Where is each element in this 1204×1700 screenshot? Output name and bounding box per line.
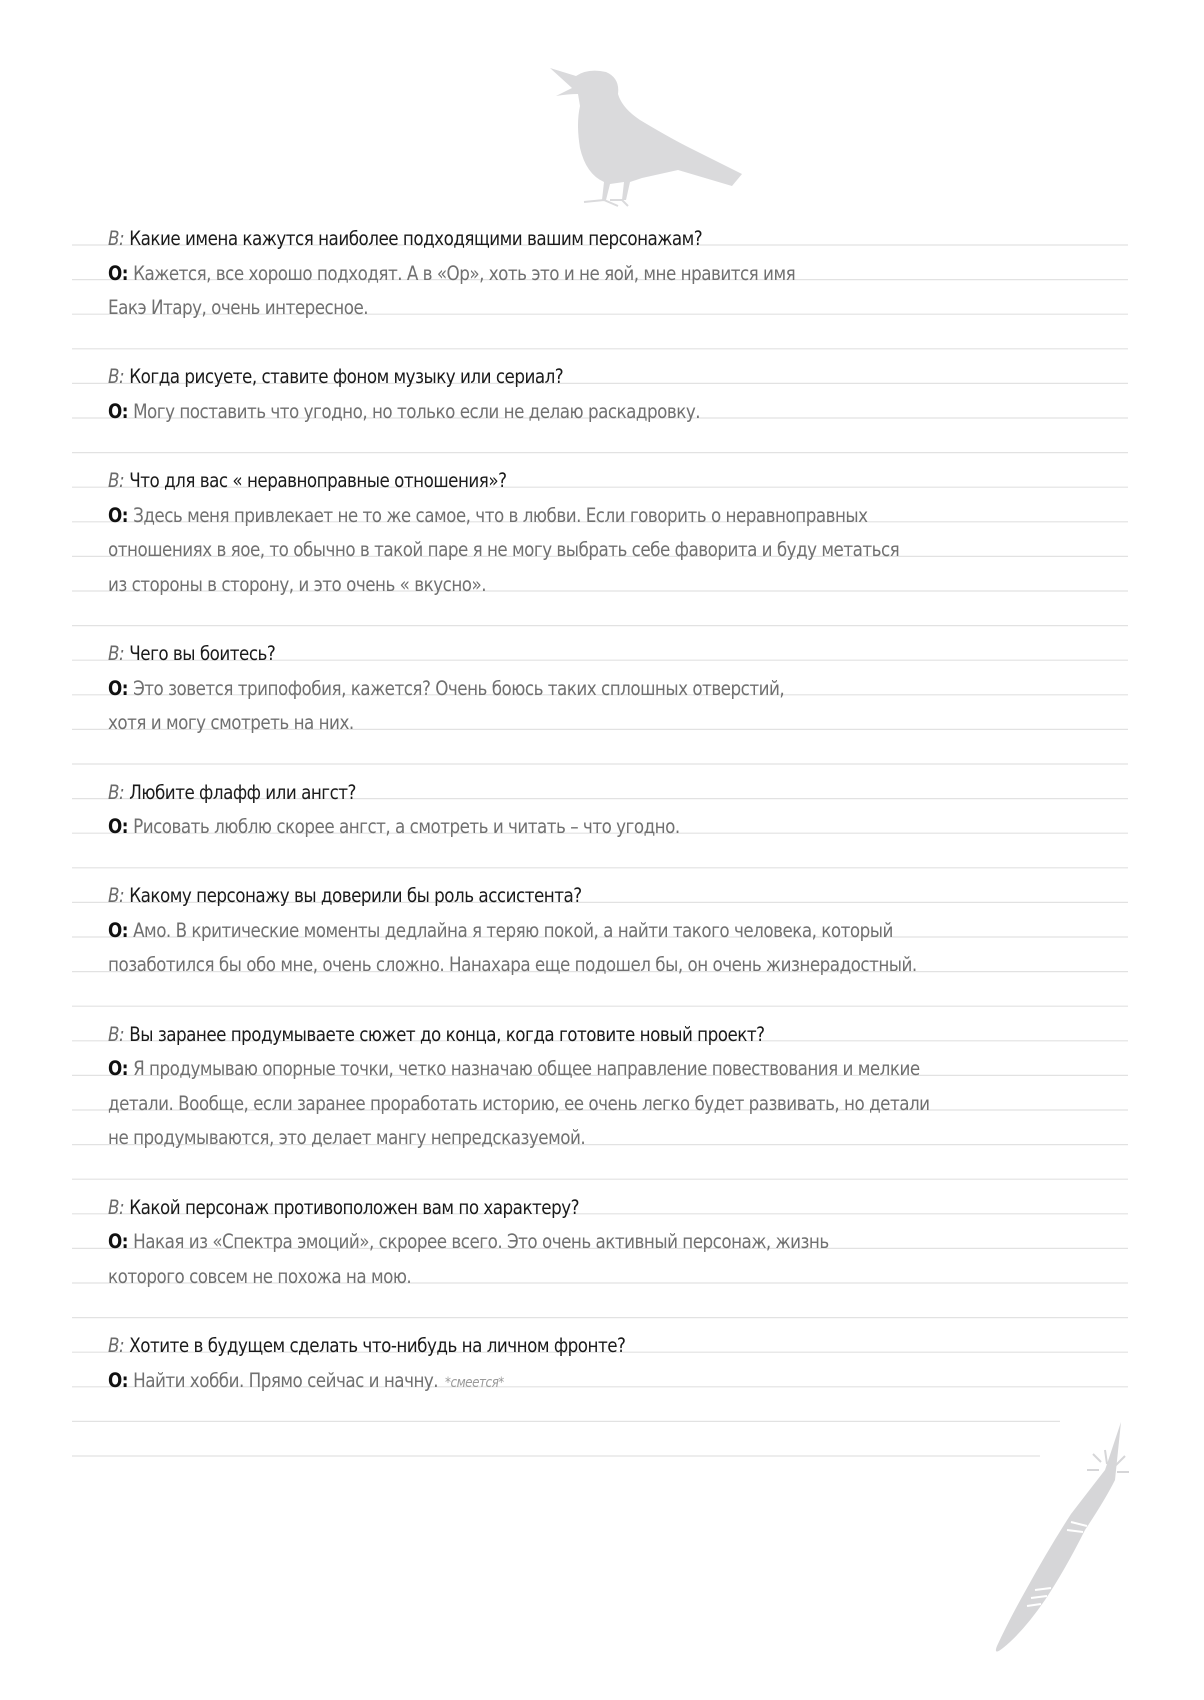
spacer	[108, 1156, 1108, 1191]
qa-item	[108, 464, 1108, 637]
answer-text: детали. Вообще, если заранее проработать историю, ее очень легко будет развивать, но детали	[108, 1091, 930, 1115]
question-row	[108, 776, 968, 811]
answer-row	[108, 914, 968, 949]
question-text: Какие имена кажутся наиболее подходящими вашим персонажам?	[129, 227, 703, 250]
answer-label: О:	[108, 918, 128, 942]
answer-row	[108, 568, 968, 603]
answer-text: Амо. В критические моменты дедлайна я теряю покой, а найти такого человека, который	[133, 918, 893, 942]
qa-item	[108, 1191, 1108, 1329]
qa-item	[108, 360, 1108, 464]
answer-text: позаботился бы обо мне, очень сложно. Нанахара еще подошел бы, он очень жизнерадостный.	[108, 953, 917, 977]
question-row	[108, 637, 968, 672]
spacer	[108, 983, 1108, 1018]
answer-label: О:	[108, 503, 128, 527]
answer-row	[108, 533, 968, 568]
question-text: Какой персонаж противоположен вам по характеру?	[129, 1195, 580, 1219]
answer-text: Это зовется трипофобия, кажется? Очень боюсь таких сплошных отверстий,	[133, 676, 785, 700]
question-label: В:	[108, 884, 125, 908]
answer-row	[108, 706, 968, 741]
question-row	[108, 360, 968, 395]
question-row	[108, 1191, 968, 1226]
answer-row	[108, 499, 968, 534]
answer-text: Еакэ Итару, очень интересное.	[108, 296, 369, 320]
answer-row	[108, 1087, 968, 1122]
answer-label: О:	[108, 815, 128, 839]
question-text: Что для вас « неравноправные отношения»?	[129, 469, 507, 493]
answer-row	[108, 257, 968, 292]
question-text: Чего вы боитесь?	[129, 642, 276, 666]
answer-label: О:	[108, 1368, 128, 1392]
answer-text: Накая из «Спектра эмоций», скрорее всего. Это очень активный персонаж, жизнь	[133, 1230, 829, 1254]
spacer	[108, 845, 1108, 880]
answer-text: Я продумываю опорные точки, четко назначаю общее направление повествования и мелкие	[133, 1057, 920, 1081]
answer-row	[108, 291, 968, 326]
answer-label: О:	[108, 399, 128, 423]
answer-row	[108, 810, 968, 845]
question-label: В:	[108, 780, 125, 804]
question-text: Хотите в будущем сделать что-нибудь на личном фронте?	[129, 1334, 626, 1357]
answer-label: О:	[108, 676, 128, 700]
qa-list	[108, 222, 1108, 1398]
question-label: В:	[108, 642, 125, 666]
qa-item	[108, 1018, 1108, 1191]
answer-row	[108, 1225, 968, 1260]
question-label: В:	[108, 227, 125, 250]
answer-row	[108, 1121, 968, 1156]
spacer	[108, 741, 1108, 776]
question-label: В:	[108, 1334, 125, 1357]
question-text: Какому персонажу вы доверили бы роль ассистента?	[129, 884, 582, 908]
bird-icon	[510, 50, 750, 210]
answer-text: Найти хобби. Прямо сейчас и начну.	[133, 1368, 439, 1392]
spacer	[108, 326, 1108, 361]
answer-label: О:	[108, 1057, 128, 1081]
qa-item	[108, 637, 1108, 775]
answer-label: О:	[108, 1230, 128, 1254]
spacer	[108, 430, 1108, 465]
answer-text: из стороны в сторону, и это очень « вкусно».	[108, 572, 487, 596]
answer-text: не продумываются, это делает мангу непредсказуемой.	[108, 1126, 586, 1150]
question-text: Вы заранее продумываете сюжет до конца, когда готовите новый проект?	[129, 1022, 765, 1046]
question-row	[108, 1018, 968, 1053]
answer-label: О:	[108, 261, 128, 285]
question-label: В:	[108, 1022, 125, 1046]
question-row	[108, 464, 968, 499]
answer-text: отношениях в яое, то обычно в такой паре я не могу выбрать себе фаворита и буду метаться	[108, 538, 900, 562]
aside-text: *смеется*	[445, 1374, 504, 1391]
spacer	[108, 1294, 1108, 1329]
question-label: В:	[108, 469, 125, 493]
answer-text: Рисовать люблю скорее ангст, а смотреть и читать – что угодно.	[133, 815, 680, 839]
question-row	[108, 222, 968, 257]
question-text: Когда рисуете, ставите фоном музыку или сериал?	[129, 365, 564, 389]
answer-row	[108, 1052, 968, 1087]
question-row	[108, 1329, 968, 1364]
answer-row	[108, 1364, 968, 1399]
answer-text: Могу поставить что угодно, но только если не делаю раскадровку.	[133, 399, 701, 423]
qa-item	[108, 222, 1108, 360]
answer-text: Кажется, все хорошо подходят. А в «Ор», хоть это и не яой, мне нравится имя	[133, 261, 796, 285]
answer-text: Здесь меня привлекает не то же самое, что в любви. Если говорить о неравноправных	[133, 503, 868, 527]
question-label: В:	[108, 1195, 125, 1219]
answer-text: которого совсем не похожа на мою.	[108, 1264, 412, 1288]
spacer	[108, 603, 1108, 638]
answer-row	[108, 672, 968, 707]
answer-row	[108, 1260, 968, 1295]
answer-row	[108, 948, 968, 983]
answer-text: хотя и могу смотреть на них.	[108, 711, 354, 735]
question-row	[108, 879, 968, 914]
feather-icon	[975, 1410, 1135, 1670]
answer-row	[108, 395, 968, 430]
qa-item	[108, 1329, 1108, 1398]
question-label: В:	[108, 365, 125, 389]
qa-item	[108, 776, 1108, 880]
question-text: Любите флафф или ангст?	[129, 780, 356, 804]
qa-item	[108, 879, 1108, 1017]
